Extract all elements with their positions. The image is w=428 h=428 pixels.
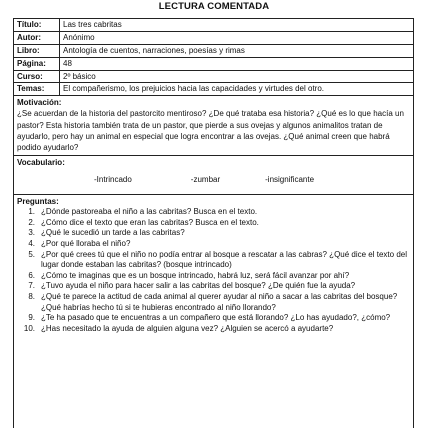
question-number: 2. [28,217,35,227]
question-number: 3. [28,228,35,238]
question-item [17,239,410,250]
preguntas-heading: Preguntas: [17,197,59,207]
vocabulario-heading: Vocabulario: [17,158,65,168]
info-value: Las tres cabritas [63,20,122,29]
question-text: ¿Dónde pastoreaba el niño a las cabritas? Busca en el texto. [41,207,258,217]
question-item [17,250,410,271]
question-item [17,324,410,335]
question-number: 4. [28,238,35,248]
question-text: ¿Cómo dice el texto que eran las cabritas? Busca en el texto. [41,217,259,227]
question-text: ¿Por qué crees tú que el niño no podía entrar al bosque a rescatar a las cabras? ¿Qué dice el texto del lugar donde estaban las cabritas? (bosque intrincado) [41,249,407,270]
question-text: ¿Qué te parece la actitud de cada animal al querer ayudar al niño a sacar a las cabritas del bosque? ¿Qué habrías hecho tú si te hubieras encontrado al niño llorando? [41,291,398,312]
motivacion-heading: Motivación: [17,98,62,108]
question-number: 5. [28,249,35,259]
question-item [17,281,410,292]
question-text: ¿Qué le sucedió un tarde a las cabritas? [41,228,185,238]
info-value: 48 [63,58,72,68]
question-number: 9. [28,313,35,323]
info-row-libro [14,45,413,58]
vocabulario-section [14,156,413,195]
info-value: 2º básico [63,71,96,81]
document-title: LECTURA COMENTADA [158,1,270,12]
question-item [17,228,410,239]
question-item [17,313,410,324]
info-label: Libro: [14,45,60,57]
question-text: ¿Por qué lloraba el niño? [41,238,131,248]
vocab-word: -zumbar [190,175,221,185]
question-item [17,218,410,229]
info-label: Temas: [14,83,60,95]
info-value: Antología de cuentos, narraciones, poesías y rimas [63,45,245,55]
vocab-word: -Intrincado [94,175,132,185]
vocabulario-words [17,174,410,192]
info-label: Autor: [14,32,60,44]
question-text: ¿Has necesitado la ayuda de alguien alguna vez? ¿Alguien se acercó a ayudarte? [41,323,334,333]
info-row-temas [14,83,413,96]
info-label: Curso: [14,71,60,83]
question-number: 6. [28,270,35,280]
info-row-autor [14,32,413,45]
info-row-titulo [14,19,413,32]
question-number: 10. [23,323,35,333]
info-row-curso [14,71,413,84]
question-list [17,207,410,334]
question-text: ¿Cómo te imaginas que es un bosque intrincado, habrá luz, será fácil avanzar por ahí? [41,270,350,280]
question-text: ¿Tuvo ayuda el niño para hacer salir a las cabritas del bosque? ¿De quién fue la ayuda? [41,281,356,291]
info-value: Anónimo [63,32,95,42]
question-number: 7. [28,281,35,291]
question-text: ¿Te ha pasado que te encuentras a un compañero que está llorando? ¿Lo has ayudado?, ¿cómo? [41,313,391,323]
question-number: 1. [28,207,35,217]
question-item [17,292,410,313]
info-row-pagina [14,58,413,71]
info-label: Título: [14,19,60,31]
preguntas-section [14,195,413,336]
question-number: 8. [28,291,35,301]
vocab-word: -insignificante [265,175,315,185]
question-item [17,207,410,218]
motivacion-text: ¿Se acuerdan de la historia del pastorcito mentiroso? ¿De qué trataba esa historia? ¿Qué es lo que hacía un pastor? Esta historia también trata de un pastor, que pierde a sus ovejas y algunos animalitos tratan de ayudarlo, pero hay un animal en especial que logra encontrar a las ovejas. ¿Qué animal creen que habrá podido ayudarlo? [17,109,404,152]
motivacion-section [14,96,413,156]
question-item [17,271,410,282]
info-value: El compañerismo, los prejuicios hacia las capacidades y virtudes del otro. [63,84,325,94]
worksheet-table [13,18,414,428]
info-label: Página: [14,58,60,70]
